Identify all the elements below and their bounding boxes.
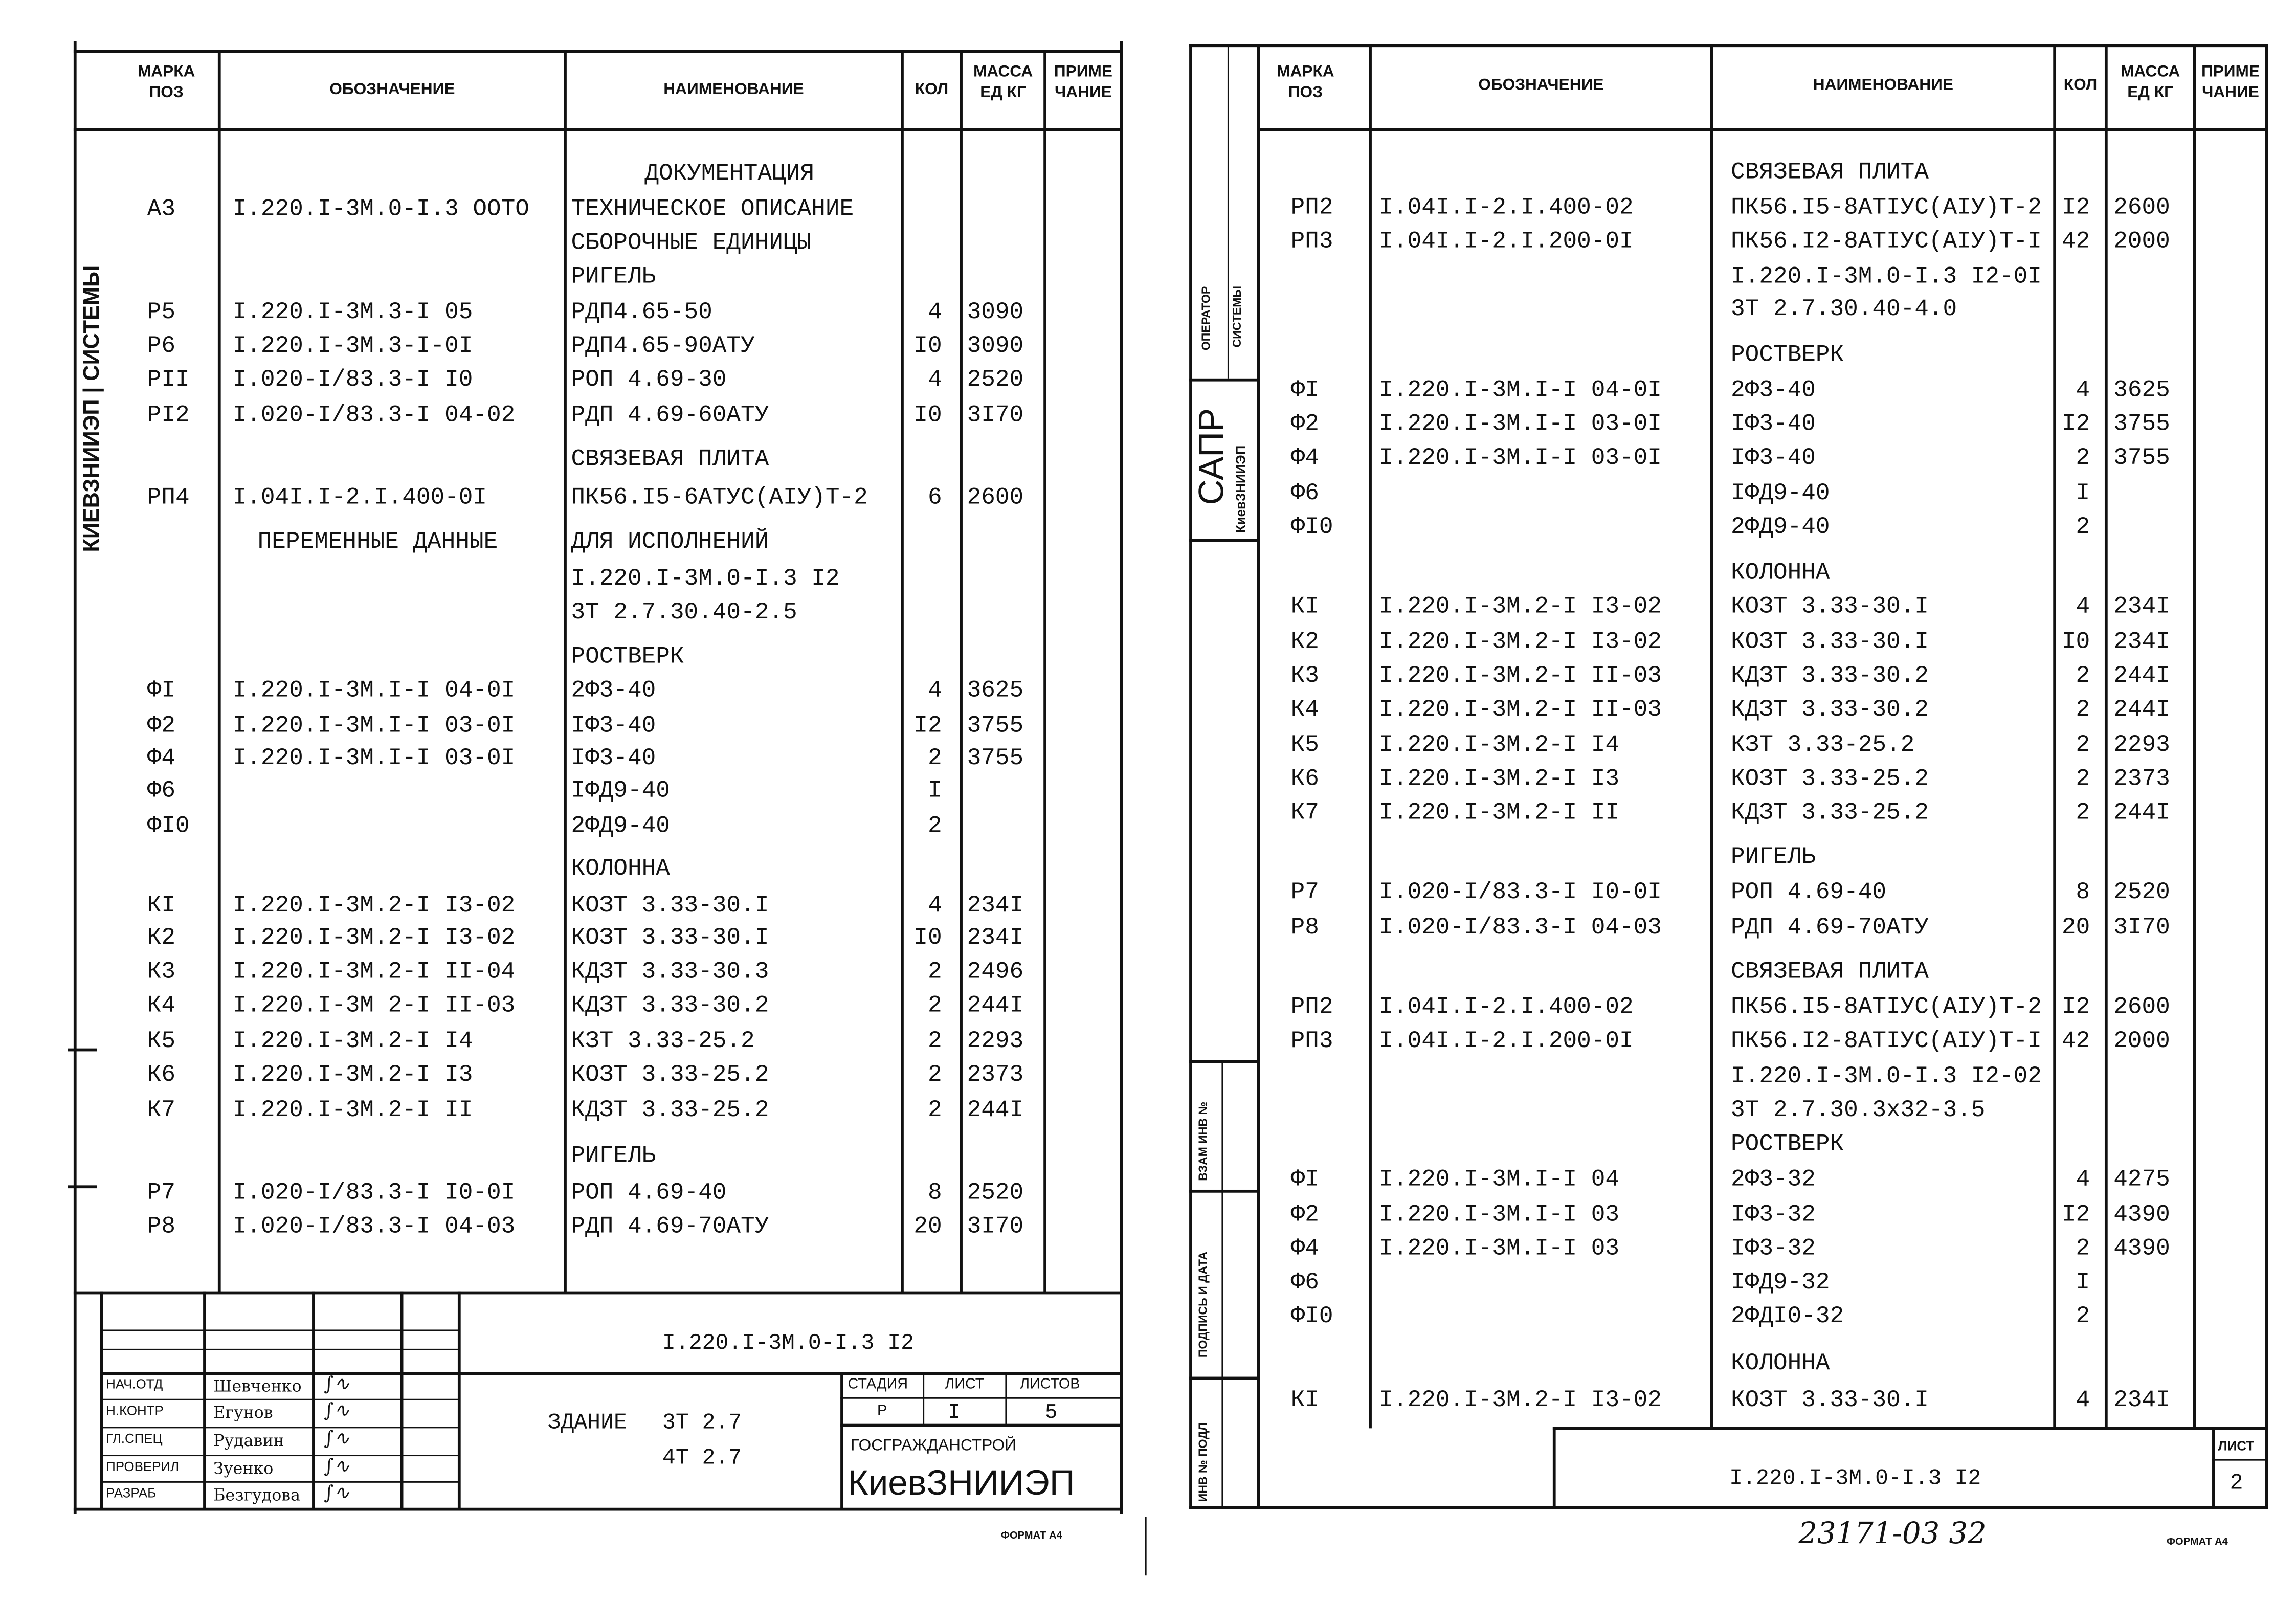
cell-pos: К5: [1290, 731, 1319, 759]
cell-qty: I2: [2061, 411, 2090, 437]
cell-qty: 2: [928, 992, 942, 1019]
cell-pos: ФI: [1290, 376, 1319, 404]
cell-code: I.220.I-3М.2-I I3-02: [1379, 593, 1662, 620]
cell-pos: КI: [1290, 1387, 1319, 1414]
cell-name: КОЛОННА: [571, 855, 670, 882]
cell-name: РДП 4.69-70АТУ: [571, 1213, 769, 1240]
cell-code: I.220.I-3М.3-I-0I: [232, 332, 473, 360]
cell-code: I.220.I-3М.3-I 05: [232, 299, 473, 326]
cell-pos: Ф2: [1290, 1202, 1319, 1228]
cell-pos: ФI0: [1290, 514, 1333, 541]
cell-qty: 6: [928, 484, 942, 511]
cell-name: РОП 4.69-40: [1731, 879, 1887, 906]
cell-name: КОЛОННА: [1731, 1350, 1830, 1377]
cell-name: СБОРОЧНЫЕ ЕДИНИЦЫ: [571, 230, 812, 256]
cell-code: I.04I.I-2.I.200-0I: [1379, 228, 1634, 255]
cell-pos: РП2: [1290, 994, 1333, 1020]
cell-code: I.220.I-3М.2-I II: [232, 1097, 473, 1124]
stamp-name: Безгудова: [213, 1485, 300, 1505]
cell-name: КОЗТ 3.33-25.2: [1731, 765, 1929, 792]
cell-qty: I0: [913, 332, 942, 360]
cell-pos: ФI0: [1290, 1303, 1333, 1330]
cell-name: КОЗТ 3.33-30.I: [571, 892, 769, 919]
cell-mass: 2520: [967, 1179, 1024, 1206]
cell-name: КОЗТ 3.33-30.I: [1731, 629, 1929, 656]
stage-value: Р: [877, 1403, 887, 1420]
cell-pos: К3: [147, 959, 176, 985]
cell-name: IФ3-40: [571, 745, 656, 772]
cell-name: IФД9-40: [1731, 480, 1830, 507]
cell-pos: Ф2: [1290, 411, 1319, 437]
cell-code: I.220.I-3М.2-I I3-02: [232, 924, 516, 951]
cell-pos: Р7: [147, 1179, 176, 1206]
cell-qty: 4: [928, 366, 942, 393]
sheets-label: ЛИСТОВ: [1020, 1376, 1080, 1393]
signature-icon: ∫∿: [324, 1456, 350, 1479]
stamp-role: Н.КОНТР: [106, 1403, 164, 1418]
cell-mass: 244I: [2113, 696, 2170, 723]
cell-name: РДП 4.69-60АТУ: [571, 402, 769, 429]
stamp-role: ПРОВЕРИЛ: [106, 1459, 180, 1474]
cell-pos: К2: [1290, 629, 1319, 656]
cell-mass: 244I: [967, 1097, 1024, 1124]
cell-name: I.220.I-3М.0-I.3 I2-02: [1731, 1063, 2042, 1090]
cell-name: 2Ф3-40: [1731, 376, 1816, 404]
cell-qty: 4: [2076, 593, 2090, 620]
cell-qty: 2: [2076, 799, 2090, 826]
cell-code: I.020-I/83.3-I 04-03: [232, 1213, 516, 1240]
cell-name: ПК56.I5-8АТIУС(АIУ)Т-2: [1731, 194, 2042, 221]
cell-mass: 3I70: [2113, 914, 2170, 941]
cell-pos: КI: [147, 892, 176, 919]
cell-qty: I2: [2061, 1202, 2090, 1228]
doc-code: I.220.I-3М.0-I.3 I2: [1729, 1466, 1981, 1492]
cell-pos: К6: [147, 1061, 176, 1088]
cell-qty: 4: [2076, 1166, 2090, 1193]
cell-pos: РП3: [1290, 228, 1333, 255]
cell-mass: 3I70: [967, 402, 1024, 429]
cell-code: I.220.I-3М.I-I 04-0I: [232, 677, 516, 704]
cell-pos: РП2: [1290, 194, 1333, 221]
header-mass: МАССА ЕД КГ: [973, 63, 1033, 102]
cell-qty: I2: [2061, 194, 2090, 221]
cell-qty: 2: [2076, 1303, 2090, 1330]
cell-qty: 2: [2076, 765, 2090, 792]
header-note: ПРИМЕ ЧАНИЕ: [1054, 63, 1112, 102]
cell-name: КДЗТ 3.33-30.3: [571, 959, 769, 985]
cell-pos: А3: [147, 195, 176, 222]
header-mass: МАССА ЕД КГ: [2121, 63, 2180, 102]
cell-qty: 8: [928, 1179, 942, 1206]
cell-code: I.220.I-3М.2-I I3: [1379, 765, 1620, 792]
cell-mass: 2520: [967, 366, 1024, 393]
object-line-2: 4Т 2.7: [662, 1445, 742, 1471]
cell-name: КЗТ 3.33-25.2: [571, 1028, 755, 1055]
cell-qty: 2: [2076, 731, 2090, 759]
cell-qty: 2: [2076, 662, 2090, 689]
cell-qty: I0: [913, 924, 942, 951]
cell-name: РОСТВЕРК: [1731, 341, 1844, 368]
cell-mass: 244I: [2113, 662, 2170, 689]
cell-qty: 2: [928, 959, 942, 985]
cell-code: I.220.I-3М.2-I II-03: [1379, 662, 1662, 689]
cell-qty: I: [2076, 480, 2090, 507]
cell-mass: 244I: [2113, 799, 2170, 826]
header-name: НАИМЕНОВАНИЕ: [1813, 76, 1954, 95]
cell-name: 2Ф3-32: [1731, 1166, 1816, 1193]
cell-name: СВЯЗЕВАЯ ПЛИТА: [571, 446, 769, 473]
cell-code: I.220.I-3М.2-I II-04: [232, 959, 516, 985]
strip-sapr: САПР: [1192, 408, 1232, 505]
cell-pos: К3: [1290, 662, 1319, 689]
cell-pos: Р8: [1290, 914, 1319, 941]
cell-pos: Ф6: [1290, 1269, 1319, 1296]
cell-name: ТЕХНИЧЕСКОЕ ОПИСАНИЕ: [571, 195, 854, 222]
object-title: ЗДАНИЕ: [547, 1410, 627, 1436]
sheet-label: ЛИСТ: [945, 1376, 985, 1393]
stamp-name: Рудавин: [213, 1431, 284, 1451]
cell-pos: РП3: [1290, 1028, 1333, 1055]
signature-icon: ∫∿: [324, 1373, 350, 1396]
cell-name: КОЗТ 3.33-25.2: [571, 1061, 769, 1088]
cell-mass: 4390: [2113, 1202, 2170, 1228]
cell-mass: 3755: [967, 713, 1024, 740]
header-mark: МАРКА ПОЗ: [1277, 63, 1334, 102]
sheet-label: ЛИСТ: [2218, 1438, 2255, 1454]
header-qty: КОЛ: [915, 81, 949, 99]
cell-code: I.020-I/83.3-I I0-0I: [1379, 879, 1662, 906]
cell-qty: 2: [2076, 696, 2090, 723]
cell-code: I.220.I-3М.0-I.3 ООТО: [232, 195, 529, 222]
cell-qty: 2: [928, 745, 942, 772]
cell-qty: I2: [2061, 994, 2090, 1020]
cell-code: I.020-I/83.3-I 04-03: [1379, 914, 1662, 941]
cell-mass: 2600: [2113, 994, 2170, 1020]
cell-name: 3Т 2.7.30.40-2.5: [571, 599, 797, 626]
cell-name: 3Т 2.7.30.3х32-3.5: [1731, 1097, 1986, 1124]
cell-name: ПК56.I5-6АТУС(АIУ)Т-2: [571, 484, 868, 511]
sheet-value: I: [948, 1401, 961, 1426]
cell-mass: 234I: [967, 892, 1024, 919]
cell-name: РОСТВЕРК: [1731, 1130, 1844, 1158]
cell-pos: Р6: [147, 332, 176, 360]
cell-qty: 4: [928, 892, 942, 919]
cell-code: I.220.I-3М.I-I 04-0I: [1379, 376, 1662, 404]
stamp-role: НАЧ.ОТД: [106, 1376, 163, 1392]
cell-name: РОП 4.69-30: [571, 366, 727, 393]
cell-qty: 2: [2076, 444, 2090, 472]
cell-qty: 2: [928, 1061, 942, 1088]
cell-code: I.220.I-3М.2-I I3-02: [232, 892, 516, 919]
cell-mass: 3755: [967, 745, 1024, 772]
header-code: ОБОЗНАЧЕНИЕ: [329, 81, 455, 99]
cell-qty: 2: [928, 1028, 942, 1055]
cell-name: КОЗТ 3.33-30.I: [571, 924, 769, 951]
cell-mass: 3755: [2113, 444, 2170, 472]
cell-pos: Р7: [1290, 879, 1319, 906]
cell-name: РОСТВЕРК: [571, 643, 684, 670]
cell-name: IФ3-32: [1731, 1235, 1816, 1262]
cell-mass: 244I: [967, 992, 1024, 1019]
object-line-1: 3Т 2.7: [662, 1410, 742, 1436]
cell-pos: Ф2: [147, 713, 176, 740]
cell-pos: КI: [1290, 593, 1319, 620]
cell-pos: К4: [147, 992, 176, 1019]
cell-code: I.220.I-3М.2-I II-03: [1379, 696, 1662, 723]
cell-pos: Ф4: [1290, 1235, 1319, 1262]
cell-mass: 2293: [2113, 731, 2170, 759]
cell-code: I.220.I-3М.I-I 03-0I: [232, 745, 516, 772]
cell-pos: Ф6: [1290, 480, 1319, 507]
format-label: ФОРМАТ А4: [2166, 1537, 2228, 1548]
cell-name: КДЗТ 3.33-30.2: [1731, 696, 1929, 723]
cell-name: ПК56.I2-8АТIУС(АIУ)Т-I: [1731, 228, 2042, 255]
cell-code: I.220.I-3М.I-I 03-0I: [1379, 444, 1662, 472]
cell-mass: 2600: [2113, 194, 2170, 221]
cell-pos: Р5: [147, 299, 176, 326]
cell-pos: К7: [147, 1097, 176, 1124]
stamp-doc-code: I.220.I-3М.0-I.3 I2: [662, 1331, 915, 1356]
org-ministry: ГОСГРАЖДАНСТРОЙ: [851, 1437, 1016, 1455]
stamp-name: Егунов: [213, 1403, 273, 1422]
signature-icon: ∫∿: [324, 1482, 350, 1505]
cell-name: IФД9-32: [1731, 1269, 1830, 1296]
header-name: НАИМЕНОВАНИЕ: [663, 81, 804, 99]
cell-qty: 4: [2076, 376, 2090, 404]
cell-code: ПЕРЕМЕННЫЕ ДАННЫЕ: [257, 528, 498, 555]
cell-code: I.220.I-3М.2-I I4: [1379, 731, 1620, 759]
cell-name: 2ФДI0-32: [1731, 1303, 1844, 1330]
cell-qty: I2: [913, 713, 942, 740]
cell-code: I.220.I-3М.I-I 03-0I: [1379, 411, 1662, 437]
cell-code: I.04I.I-2.I.200-0I: [1379, 1028, 1634, 1055]
cell-code: I.020-I/83.3-I 04-02: [232, 402, 516, 429]
cell-qty: 2: [2076, 1235, 2090, 1262]
cell-code: I.020-I/83.3-I I0-0I: [232, 1179, 516, 1206]
cell-code: I.220.I-3М 2-I II-03: [232, 992, 516, 1019]
cell-pos: К5: [147, 1028, 176, 1055]
cell-mass: 4275: [2113, 1166, 2170, 1193]
cell-code: I.220.I-3М.2-I I3: [232, 1061, 473, 1088]
header-note: ПРИМЕ ЧАНИЕ: [2201, 63, 2260, 102]
cell-name: КДЗТ 3.33-30.2: [571, 992, 769, 1019]
cell-qty: 2: [928, 813, 942, 839]
cell-pos: РП4: [147, 484, 190, 511]
cell-mass: 2293: [967, 1028, 1024, 1055]
org-institute: КиевЗНИИЭП: [848, 1463, 1075, 1504]
format-label: ФОРМАТ А4: [1000, 1531, 1062, 1542]
cell-qty: 42: [2061, 1028, 2090, 1055]
cell-code: I.04I.I-2.I.400-0I: [232, 484, 487, 511]
cell-name: РОП 4.69-40: [571, 1179, 727, 1206]
cell-name: IФ3-40: [1731, 411, 1816, 437]
cell-code: I.220.I-3М.2-I II: [1379, 799, 1620, 826]
header-code: ОБОЗНАЧЕНИЕ: [1478, 76, 1604, 95]
cell-name: 2Ф3-40: [571, 677, 656, 704]
cell-name: КДЗТ 3.33-25.2: [571, 1097, 769, 1124]
cell-code: I.220.I-3М.I-I 03: [1379, 1235, 1620, 1262]
cell-name: IФ3-32: [1731, 1202, 1816, 1228]
cell-pos: ФI: [1290, 1166, 1319, 1193]
cell-pos: К7: [1290, 799, 1319, 826]
strip-systems: СИСТЕМЫ: [1230, 285, 1244, 348]
cell-name: КОЗТ 3.33-30.I: [1731, 593, 1929, 620]
cell-code: I.220.I-3М.2-I I3-02: [1379, 1387, 1662, 1414]
signature-icon: ∫∿: [324, 1400, 350, 1422]
cell-code: I.04I.I-2.I.400-02: [1379, 994, 1634, 1020]
cell-qty: 42: [2061, 228, 2090, 255]
cell-mass: 2373: [967, 1061, 1024, 1088]
cell-name: I.220.I-3М.0-I.3 I2: [571, 565, 840, 592]
cell-code: I.220.I-3М.I-I 04: [1379, 1166, 1620, 1193]
stamp-name: Зуенко: [213, 1459, 274, 1479]
cell-qty: 8: [2076, 879, 2090, 906]
cell-name: КЗТ 3.33-25.2: [1731, 731, 1915, 759]
cell-name: РДП 4.69-70АТУ: [1731, 914, 1929, 941]
strip-podpis: ПОДПИСЬ И ДАТА: [1196, 1251, 1210, 1358]
cell-qty: 2: [928, 1097, 942, 1124]
cell-name: IФ3-40: [1731, 444, 1816, 472]
cell-mass: 2000: [2113, 228, 2170, 255]
cell-pos: Ф4: [1290, 444, 1319, 472]
cell-code: I.220.I-3М.I-I 03: [1379, 1202, 1620, 1228]
cell-mass: 3755: [2113, 411, 2170, 437]
cell-name: IФ3-40: [571, 713, 656, 740]
cell-mass: 234I: [967, 924, 1024, 951]
cell-mass: 3625: [967, 677, 1024, 704]
cell-qty: 20: [913, 1213, 942, 1240]
cell-code: I.220.I-3М.2-I I4: [232, 1028, 473, 1055]
cell-mass: 234I: [2113, 629, 2170, 656]
cell-pos: Ф6: [147, 777, 176, 804]
cell-qty: 4: [928, 677, 942, 704]
cell-mass: 2000: [2113, 1028, 2170, 1055]
strip-vzam: ВЗАМ ИНВ №: [1196, 1101, 1210, 1181]
cell-name: ДОКУМЕНТАЦИЯ: [644, 160, 814, 187]
strip-inv: ИНВ № ПОДЛ: [1196, 1422, 1210, 1502]
stage-label: СТАДИЯ: [848, 1376, 908, 1393]
cell-name: СВЯЗЕВАЯ ПЛИТА: [1731, 959, 1929, 985]
cell-name: КДЗТ 3.33-25.2: [1731, 799, 1929, 826]
cell-code: I.04I.I-2.I.400-02: [1379, 194, 1634, 221]
stamp-role: ГЛ.СПЕЦ: [106, 1431, 163, 1446]
cell-qty: I: [928, 777, 942, 804]
cell-code: I.220.I-3М.I-I 03-0I: [232, 713, 516, 740]
cell-qty: I0: [913, 402, 942, 429]
cell-code: I.220.I-3М.2-I I3-02: [1379, 629, 1662, 656]
cell-name: РДП4.65-90АТУ: [571, 332, 755, 360]
signature-icon: ∫∿: [324, 1428, 350, 1451]
cell-mass: 2373: [2113, 765, 2170, 792]
strip-operator: ОПЕРАТОР: [1199, 286, 1213, 351]
cell-name: ПК56.I5-8АТIУС(АIУ)Т-2: [1731, 994, 2042, 1020]
cell-qty: 2: [2076, 514, 2090, 541]
cell-pos: РII: [147, 366, 190, 393]
stamp-name: Шевченко: [213, 1376, 302, 1396]
cell-pos: ФI: [147, 677, 176, 704]
stamp-role: РАЗРАБ: [106, 1485, 157, 1501]
cell-name: ДЛЯ ИСПОЛНЕНИЙ: [571, 528, 769, 555]
cell-mass: 234I: [2113, 593, 2170, 620]
cell-mass: 3090: [967, 332, 1024, 360]
cell-name: РИГЕЛЬ: [571, 263, 656, 291]
cell-mass: 234I: [2113, 1387, 2170, 1414]
cell-pos: Р8: [147, 1213, 176, 1240]
cell-name: КОЗТ 3.33-30.I: [1731, 1387, 1929, 1414]
cell-name: РИГЕЛЬ: [1731, 843, 1816, 871]
cell-mass: 4390: [2113, 1235, 2170, 1262]
sheets-value: 5: [1045, 1401, 1058, 1426]
cell-name: КДЗТ 3.33-30.2: [1731, 662, 1929, 689]
cell-pos: РI2: [147, 402, 190, 429]
header-qty: КОЛ: [2063, 76, 2098, 95]
sheet-number: 2: [2230, 1471, 2243, 1496]
cell-name: IФД9-40: [571, 777, 670, 804]
cell-qty: I: [2076, 1269, 2090, 1296]
cell-name: СВЯЗЕВАЯ ПЛИТА: [1731, 159, 1929, 186]
cell-name: 2ФД9-40: [1731, 514, 1830, 541]
strip-org: КиевЗНИИЭП: [1233, 445, 1249, 533]
cell-pos: К2: [147, 924, 176, 951]
cell-name: РДП4.65-50: [571, 299, 712, 326]
cell-name: 2ФД9-40: [571, 813, 670, 839]
cell-qty: 20: [2061, 914, 2090, 941]
cell-name: КОЛОННА: [1731, 559, 1830, 586]
cell-pos: ФI0: [147, 813, 190, 839]
cell-mass: 3625: [2113, 376, 2170, 404]
cell-mass: 2520: [2113, 879, 2170, 906]
header-mark: МАРКА ПОЗ: [137, 63, 195, 102]
cell-name: I.220.I-3М.0-I.3 I2-0I: [1731, 263, 2042, 291]
cell-mass: 3I70: [967, 1213, 1024, 1240]
cell-pos: К4: [1290, 696, 1319, 723]
cell-name: ПК56.I2-8АТIУС(АIУ)Т-I: [1731, 1028, 2042, 1055]
margin-label: КИЕВЗНИИЭП | СИСТЕМЫ: [79, 265, 105, 552]
cell-mass: 2600: [967, 484, 1024, 511]
cell-qty: 4: [928, 299, 942, 326]
cell-name: РИГЕЛЬ: [571, 1142, 656, 1169]
cell-qty: 4: [2076, 1387, 2090, 1414]
cell-pos: К6: [1290, 765, 1319, 792]
cell-mass: 3090: [967, 299, 1024, 326]
cell-pos: Ф4: [147, 745, 176, 772]
cell-qty: I0: [2061, 629, 2090, 656]
cell-mass: 2496: [967, 959, 1024, 985]
cell-name: 3Т 2.7.30.40-4.0: [1731, 296, 1957, 323]
handwritten-archive-number: 23171-03 32: [1798, 1515, 1987, 1551]
cell-code: I.020-I/83.3-I I0: [232, 366, 473, 393]
